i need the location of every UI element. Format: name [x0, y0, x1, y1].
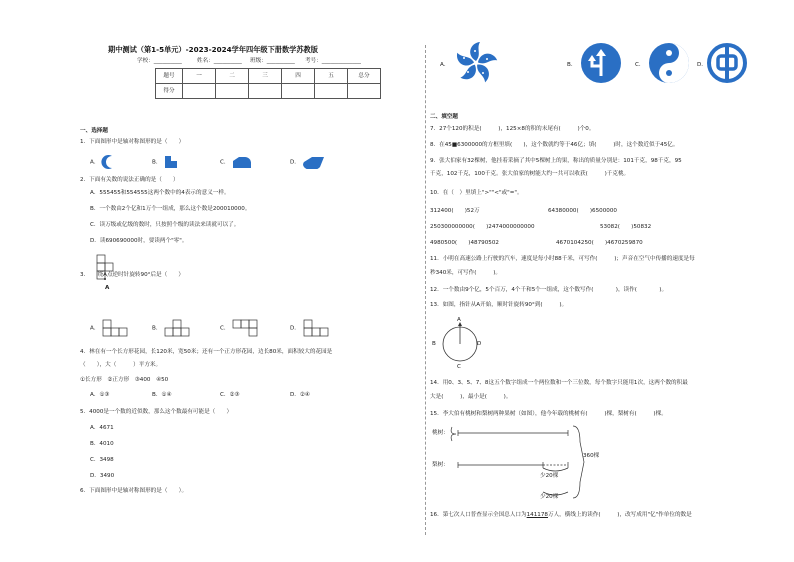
question-12: 12．一个数由9个亿，5个百万，4个千和5个一组成，这个数写作( )，读作( )。 [430, 287, 668, 293]
q3-shape-d [302, 318, 334, 338]
q4-option-a: A．①③ [90, 392, 110, 398]
question-11-line1: 11．小明在高速公路上行驶的汽车，速度是每小时88千米，可写作( )；声音在空气中传播的速度是每 [430, 256, 695, 262]
class-field: 班级：__________ [250, 58, 295, 64]
score-cell: 五 [315, 69, 348, 84]
q15-total-label: 360棵 [583, 453, 600, 459]
q3-option-c: C． [220, 318, 263, 338]
q1-option-c: C． [220, 155, 253, 169]
q3-option-d: D． [290, 318, 334, 338]
bauhinia-flower-icon [453, 40, 499, 86]
question-4-line3: ①长方形 ②正方形 ③400 ④50 [80, 377, 169, 383]
clock-label-b: B [432, 341, 436, 347]
crescent-shape-icon [101, 155, 117, 169]
q15-pear-label: 梨树： [432, 462, 449, 468]
q15-peach-label: 桃树： [432, 430, 449, 436]
q4-option-b: B．①④ [152, 392, 172, 398]
q16-underlined-number: 141178 [526, 512, 548, 518]
q15-less-label: 少20棵 [540, 473, 559, 479]
score-cell: 得分 [156, 84, 183, 99]
clock-label-d: D [477, 341, 482, 347]
question-16: 16．第七次人口普查显示全国总人口为141178万人，横线上的读作( )，改写成用"亿"作单位的数是 [430, 512, 692, 518]
question-14-line2: 大是( )，最小是( )。 [430, 394, 512, 400]
name-field: 姓名：__________ [197, 58, 242, 64]
score-cell [348, 84, 381, 99]
score-cell: 一 [183, 69, 216, 84]
question-6: 6．下面图形中是轴对称图形的是（ ）。 [80, 488, 188, 494]
q6-option-d-label: D． [697, 62, 707, 68]
question-13: 13．如图，指针从A开始，顺时针旋转90°到( )。 [430, 302, 568, 308]
q2-option-a: A．555455和554555这两个数中的4表示的意义一样。 [90, 190, 230, 196]
score-cell: 二 [216, 69, 249, 84]
q3-point-label: A [105, 285, 110, 291]
q6-option-b-label: B． [567, 62, 577, 68]
q4-option-d: D．②④ [290, 392, 310, 398]
score-header-row [156, 69, 381, 84]
column-divider [425, 45, 426, 535]
l-shape-icon [163, 155, 179, 169]
school-field: 学校：__________ [137, 58, 182, 64]
q15-line-diagram [448, 422, 588, 504]
score-cell [249, 84, 282, 99]
section-choice-heading: 一、选择题 [80, 128, 108, 134]
question-15: 15．李大伯有桃树和梨树两种果树（如图），他今年载的桃树有( )棵，梨树有( )棵。 [430, 411, 667, 417]
q5-option-b: B．4010 [90, 441, 114, 447]
q5-option-c: C．3498 [90, 457, 114, 463]
q4-option-c: C．②③ [220, 392, 240, 398]
question-1: 1．下面图形中是轴对称图形的是（ ） [80, 139, 185, 145]
q6-option-a-label: A． [440, 62, 450, 68]
question-9-line1: 9．张大伯家有32棵树，他挂着采摘了其中5棵树上的果，称出的质量分别是：101千克，98千克，95 [430, 158, 682, 164]
score-table [155, 68, 381, 99]
q10-item: 312400( )52万 [430, 208, 480, 214]
q5-option-d: D．3490 [90, 473, 115, 479]
question-7: 7．27个120的积是( )，125×8的积的末尾有( )个0。 [430, 126, 595, 132]
clock-label-a: A [457, 317, 461, 323]
question-4-line2: （ ），大（ ）平方米。 [80, 362, 162, 368]
score-cell: 三 [249, 69, 282, 84]
q10-item: 53082( )50832 [600, 224, 652, 230]
q15-less-label: 少20棵 [540, 494, 559, 500]
question-5: 5．4000是一个数的近似数，那么这个数最有可能是（ ） [80, 409, 233, 415]
section-fill-heading: 二、填空题 [430, 114, 458, 120]
q3-shape-a [101, 318, 133, 338]
question-3: 3． 绕A点逆时针旋转90°后是（ ） [80, 272, 185, 278]
score-cell [216, 84, 249, 99]
question-14-line1: 14．用0、3、5、7、8这五个数字组成一个两位数和一个三位数，每个数字只能用1次，这两个数的积最 [430, 380, 688, 386]
q3-shape-b [163, 318, 195, 338]
q10-item: 64380000( )6500000 [548, 208, 617, 214]
score-cell: 题号 [156, 69, 183, 84]
q10-item: 4670104250( )4670259870 [556, 240, 643, 246]
score-value-row [156, 84, 381, 99]
question-4-line1: 4．林在有一个长方形花园，长120米，宽50米；还有一个正方形花园，边长80米，面积较大的花园是 [80, 349, 333, 355]
arch-shape-icon [231, 155, 253, 169]
q3-shape-c [231, 318, 263, 338]
score-cell: 四 [282, 69, 315, 84]
score-cell [183, 84, 216, 99]
q6-option-c-label: C． [635, 62, 645, 68]
q2-option-d: D．读690690000时，要读两个"零"。 [90, 238, 188, 244]
question-10: 10．在（ ）里填上">""<"或"="。 [430, 190, 523, 196]
q10-item: 4980500( )48790502 [430, 240, 499, 246]
score-cell [315, 84, 348, 99]
q2-option-b: B．一个数由2个亿和1万个一组成，那么这个数是200010000。 [90, 206, 251, 212]
clock-label-c: C [457, 364, 461, 370]
page-title: 期中测试（第1-5单元）-2023-2024学年四年级下册数学苏教版 [108, 45, 318, 54]
traffic-sign-icon [580, 42, 622, 84]
q1-option-d: D． [290, 155, 328, 169]
q5-option-a: A．4671 [90, 425, 114, 431]
q1-option-b: B． [152, 155, 179, 169]
exam-number-field: 考号：______________ [305, 58, 361, 64]
q3-option-b: B． [152, 318, 195, 338]
bank-logo-icon [706, 42, 748, 84]
score-cell [282, 84, 315, 99]
q1-option-a: A． [90, 155, 117, 169]
question-2: 2．下面有关数的说法正确的是（ ） [80, 177, 179, 183]
q2-option-c: C．读万级或亿级的数时，只按照个级的读法来读就可以了。 [90, 222, 240, 228]
yin-yang-icon [648, 42, 690, 84]
question-11-line2: 秒340米，可写作( )。 [430, 270, 501, 276]
q10-item: 250300000000( )2474000000000 [430, 224, 535, 230]
q3-option-a: A． [90, 318, 133, 338]
score-cell: 总分 [348, 69, 381, 84]
fan-shape-icon [302, 155, 328, 169]
question-9-line2: 千克，102千克，100千克。张大伯家的树能大约一共可以收获( )千克桃。 [430, 171, 630, 177]
question-8: 8．在45■6300000的方框里填( )，这个数就约等于46亿；填( )时，这个数近似于45亿。 [430, 142, 679, 148]
